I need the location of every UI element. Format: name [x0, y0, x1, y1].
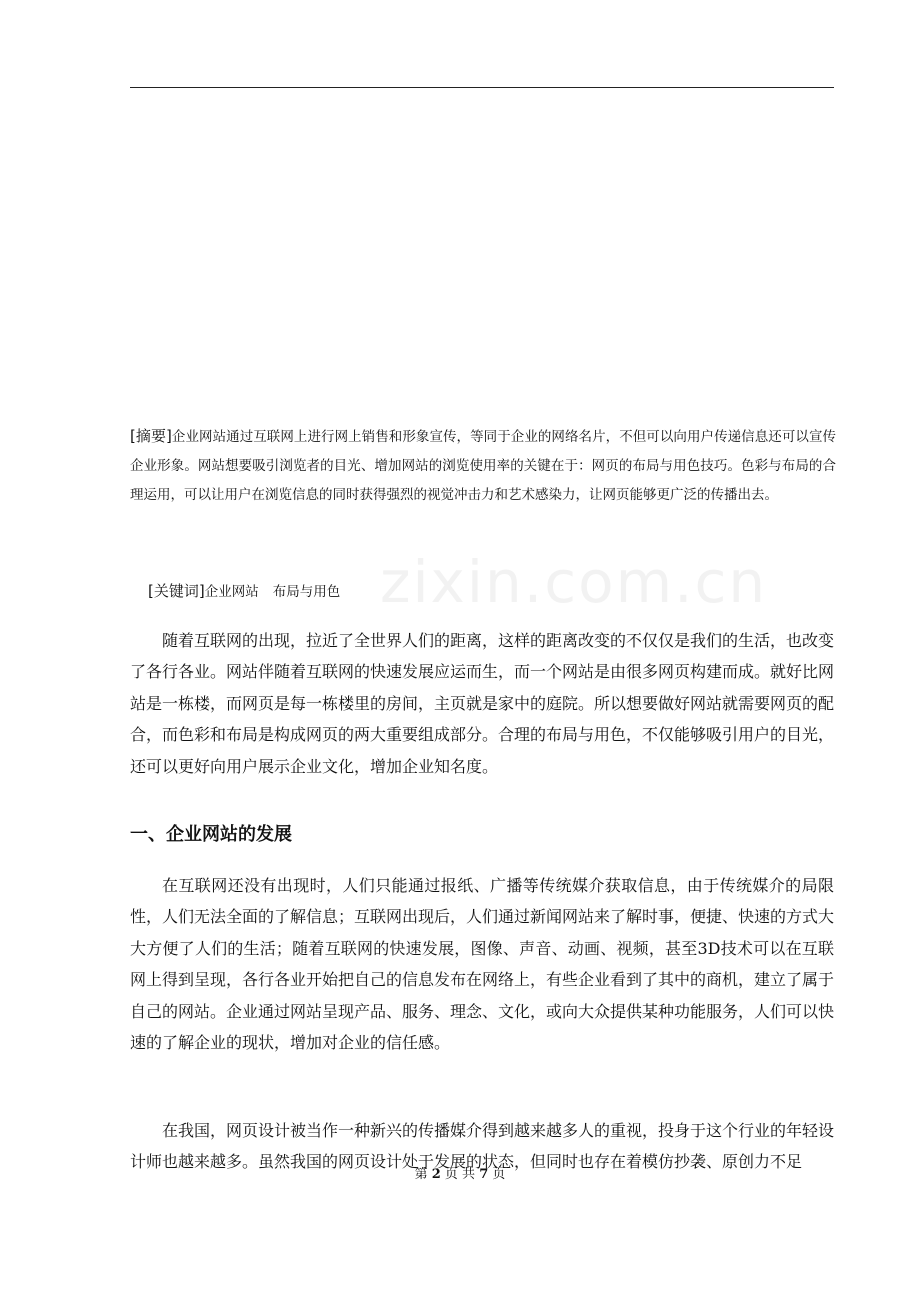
watermark: zixin.com.cn: [380, 548, 768, 616]
section-heading: 一、企业网站的发展: [130, 824, 292, 845]
header-rule: [130, 87, 834, 88]
section-paragraph: 在我国，网页设计被当作一种新兴的传播媒介得到越来越多人的重视，投身于这个行业的年轻设计师也越来越多。虽然我国的网页设计处于发展的状态，但同时也存在着模仿抄袭、原创力不足: [130, 1121, 834, 1171]
total-page-number: 7: [479, 1167, 489, 1182]
keyword-item: 企业网站: [204, 584, 259, 600]
current-page-number: 2: [431, 1167, 441, 1182]
section-paragraph: 在互联网还没有出现时，人们只能通过报纸、广播等传统媒介获取信息，由于传统媒介的局限性，人们无法全面的了解信息；互联网出现后，人们通过新闻网站来了解时事，便捷、快速的方式大大方便了人们的生活；随着互联网的快速发展，图像、声音、动画、视频，甚至3D技术可以在互联网上得到呈现，各行各业开始把自己的信息发布在网络上，有些企业看到了其中的商机，建立了属于自己的网站。企业通过网站呈现产品、服务、理念、文化，或向大众提供某种功能服务，人们可以快速的了解企业的现状，增加对企业的信任感。: [130, 876, 835, 1053]
keywords-block: [148, 580, 340, 601]
page-footer: 第 2 页 共 7 页: [414, 1167, 506, 1182]
keyword-item: 布局与用色: [272, 584, 341, 600]
intro-paragraph: 随着互联网的出现，拉近了全世界人们的距离，这样的距离改变的不仅仅是我们的生活，也改变了各行各业。网站伴随着互联网的快速发展应运而生，而一个网站是由很多网页构建而成。就好比网站是一栋楼，而网页是每一栋楼里的房间，主页就是家中的庭院。所以想要做好网站就需要网页的配合，而色彩和布局是构成网页的两大重要组成部分。合理的布局与用色，不仅能够吸引用户的目光，还可以更好向用户展示企业文化，增加企业知名度。: [130, 631, 835, 776]
abstract-block: [130, 422, 836, 510]
keywords-label: [关键词]: [148, 582, 205, 600]
abstract-label: [摘要]: [130, 427, 172, 445]
abstract-text: 企业网站通过互联网上进行网上销售和形象宣传，等同于企业的网络名片，不但可以向用户传递信息还可以宣传企业形象。网站想要吸引浏览者的目光、增加网站的浏览使用率的关键在于：网页的布局与用色技巧。色彩与布局的合理运用，可以让用户在浏览信息的同时获得强烈的视觉冲击力和艺术感染力，让网页能够更广泛的传播出去。: [130, 429, 836, 503]
